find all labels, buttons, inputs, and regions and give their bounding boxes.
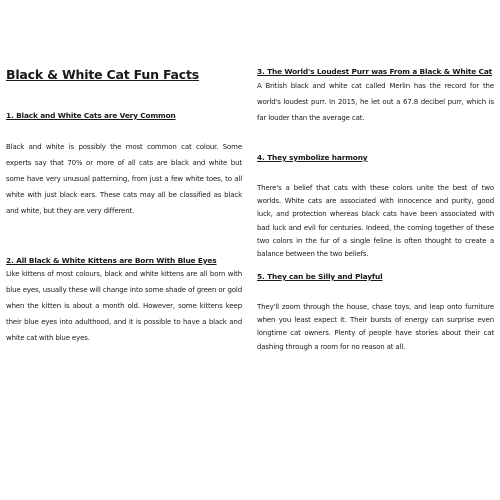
section-5-heading: 5. They can be Silly and Playful <box>257 272 383 281</box>
section-4-body: There's a belief that cats with these colors unite the best of two worlds. White cats are associated with innocence and purity, good luck, and protection whereas black cats have been associated with bad luck and evil for centuries. Indeed, the coming together of these two colors in the fur of a single feline is often thought to create a balance between the two beliefs. <box>257 184 494 259</box>
section-2-heading: 2. All Black & White Kittens are Born With Blue Eyes <box>6 256 217 265</box>
document-title: Black & White Cat Fun Facts <box>6 67 200 82</box>
section-3-heading: 3. The World's Loudest Purr was From a Black & White Cat <box>257 67 493 76</box>
section-4-heading: 4. They symbolize harmony <box>257 153 368 162</box>
section-1-heading: 1. Black and White Cats are Very Common <box>6 111 176 120</box>
section-5-body: They'll zoom through the house, chase toys, and leap onto furniture when you least expect it. Their bursts of energy can surprise even longtime cat owners. Plenty of people have stories about their cat dashing through a room for no reason at all. <box>257 303 494 351</box>
section-1-body: Black and white is possibly the most common cat colour. Some experts say that 70% or more of all cats are black and white but some have very unusual patterning, from just a few white toes, to all white with just black ears. These cats may all be classified as black and white, but they are very different. <box>6 143 242 215</box>
section-3-body: A British black and white cat called Merlin has the record for the world's loudest purr. In 2015, he let out a 67.8 decibel purr, which is far louder than the average cat. <box>257 82 494 122</box>
section-2-body: Like kittens of most colours, black and white kittens are all born with blue eyes, usually these will change into some shade of green or gold when the kitten is about a month old. However, some kittens keep their blue eyes into adulthood, and it is possible to have a black and white cat with blue eyes. <box>6 270 242 342</box>
